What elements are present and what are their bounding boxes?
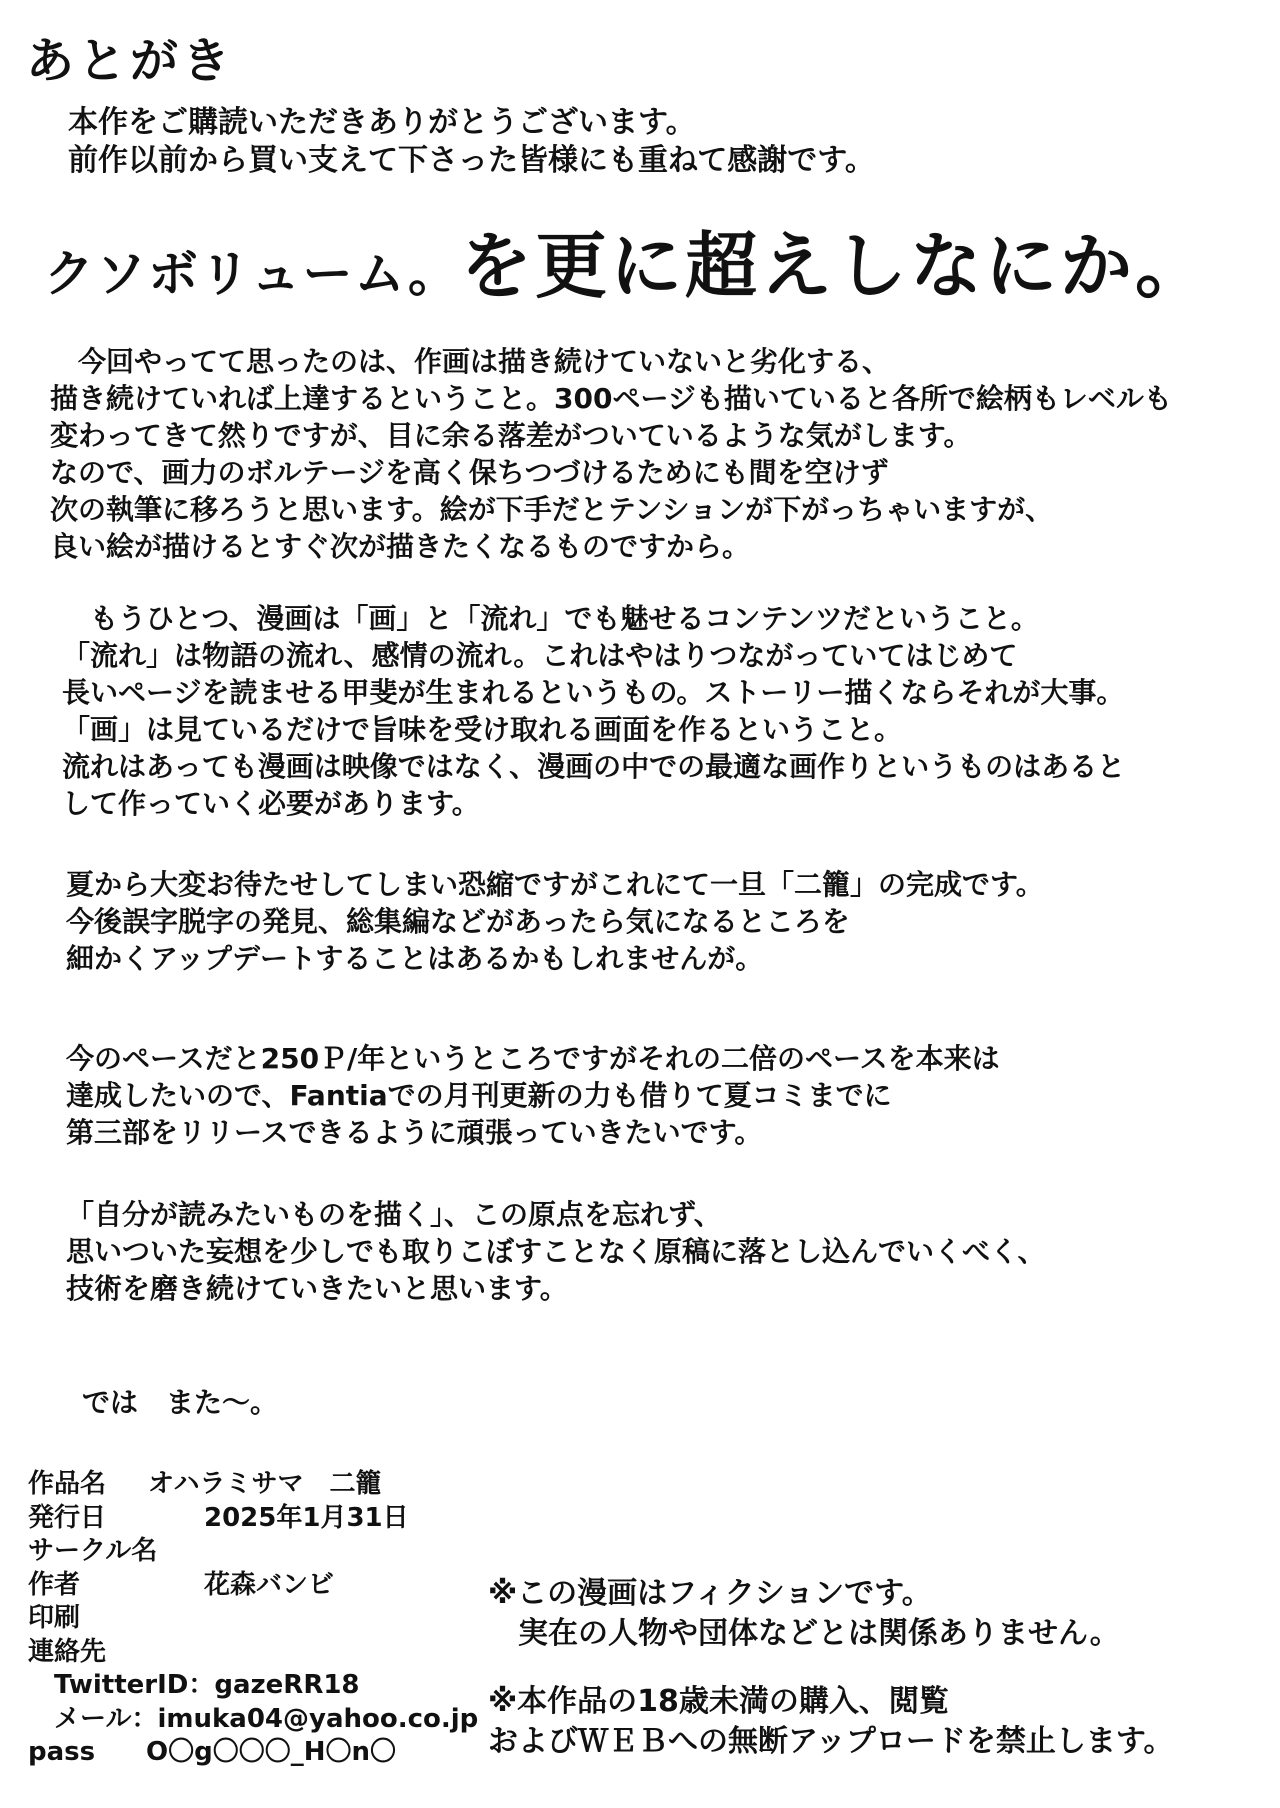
paragraph-line: 今回やってて思ったのは、作画は描き続けていないと劣化する、 [50,345,891,378]
paragraph-line: 変わってきて然りですが、目に余る落差がついているような気がします。 [50,419,972,452]
paragraph-line: 「流れ」は物語の流れ、感情の流れ。これはやはりつながっていてはじめて [62,639,1018,672]
paragraph-line: 達成したいので、Fantiaでの月刊更新の力も借りて夏コミまでに [66,1079,892,1112]
paragraph-line: 長いページを読ませる甲斐が生まれるというもの。ストーリー描くならそれが大事。 [62,676,1125,709]
paragraph-4 [66,1040,1000,1151]
paragraph-line: 流れはあっても漫画は映像ではなく、漫画の中での最適な画作りというものはあると [62,750,1126,783]
credit-value: 花森バンビ [204,1569,335,1600]
paragraph-line: 描き続けていれば上達するということ。300ページも描いていると各所で絵柄もレベルも [50,382,1172,415]
paragraph-line: 第三部をリリースできるように頑張っていきたいです。 [66,1116,763,1149]
paragraph-line: 細かくアップデートすることはあるかもしれませんが。 [66,942,764,975]
notice-line: ※この漫画はフィクションです。 [488,1576,932,1611]
credit-key: 作者 [28,1569,81,1600]
paragraph-line: 次の執筆に移ろうと思います。絵が下手だとテンションが下がっちゃいますが、 [50,493,1054,526]
paragraph-1 [50,343,1172,565]
closing-line: では また〜。 [82,1386,279,1419]
paragraph-line: 良い絵が描けるとすぐ次が描きたくなるものですから。 [50,530,751,563]
credit-value: O〇g〇〇〇_H〇n〇 [146,1737,396,1767]
notices-block [488,1574,1174,1762]
headline-small: クソボリューム。 [44,245,460,303]
credit-key: 作品名 [28,1469,107,1499]
paragraph-line: 思いついた妄想を少しでも取りこぼすことなく原稿に落とし込んでいくべく、 [66,1235,1046,1268]
paragraph-line: して作っていく必要があります。 [62,787,480,820]
paragraph-line: 「画」は見ているだけで旨味を受け取れる画面を作るということ。 [62,713,903,746]
credit-value: オハラミサマ 二籠 [148,1469,382,1499]
paragraph-line: 今後誤字脱字の発見、総集編などがあったら気になるところを [66,905,850,938]
notice-line: およびＷＥＢへの無断アップロードを禁止します。 [488,1724,1174,1759]
intro-line: 本作をご購読いただきありがとうございます。 [68,105,696,140]
intro-line: 前作以前から買い支えて下さった皆様にも重ねて感謝です。 [68,143,875,178]
credit-key: TwitterID：gazeRR18 [28,1670,360,1700]
paragraph-line: 今のペースだと250Ｐ/年というところですがそれの二倍のペースを本来は [66,1042,1000,1075]
notice-spacer [488,1654,1174,1682]
paragraph-line: 技術を磨き続けていきたいと思います。 [66,1272,568,1305]
credit-key: サークル名 [28,1536,158,1566]
credit-key: 連絡先 [28,1636,107,1667]
credit-key: pass [28,1737,96,1767]
headline-big: を更に超えしなにか。 [460,223,1211,308]
notice-line: 実在の人物や団体などとは関係ありません。 [488,1616,1120,1651]
paragraph-line: 夏から大変お待たせしてしまい恐縮ですがこれにて一旦「二籠」の完成です。 [66,868,1044,901]
credit-key: メール：imuka04@yahoo.co.jp [28,1703,479,1734]
paragraph-line: もうひとつ、漫画は「画」と「流れ」でも魅せるコンテンツだということ。 [62,602,1039,635]
paragraph-5 [66,1196,1045,1307]
credit-key: 発行日 [28,1502,107,1533]
credit-value: 2025年1月31日 [204,1502,409,1533]
paragraph-6 [82,1384,278,1421]
headline [44,208,1210,312]
paragraph-2 [62,600,1125,822]
notice-line: ※本作品の18歳未満の購入、閲覧 [488,1684,949,1719]
paragraph-line: 「自分が読みたいものを描く」、この原点を忘れず、 [66,1198,722,1231]
paragraph-3 [66,866,1044,977]
paragraph-line: なので、画力のボルテージを高く保ちつづけるためにも間を空けず [50,456,889,489]
intro-text [68,104,875,180]
credit-key: 印刷 [28,1603,81,1633]
page-title: あとがき [26,33,235,89]
